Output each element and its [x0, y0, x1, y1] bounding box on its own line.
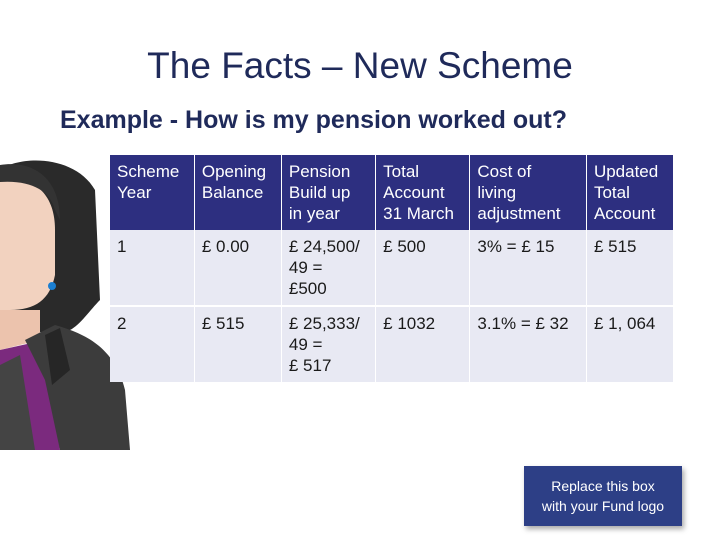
- header-opening-balance: Opening Balance: [194, 155, 281, 230]
- cell-total-account: £ 1032: [376, 306, 470, 382]
- cell-opening-balance: £ 515: [194, 306, 281, 382]
- cell-pension-build-up: £ 25,333/ 49 = £ 517: [281, 306, 375, 382]
- cell-updated-total: £ 1, 064: [586, 306, 673, 382]
- cell-opening-balance: £ 0.00: [194, 230, 281, 306]
- cell-total-account: £ 500: [376, 230, 470, 306]
- cell-cost-of-living: 3.1% = £ 32: [470, 306, 587, 382]
- header-cost-of-living: Cost of living adjustment: [470, 155, 587, 230]
- cell-pension-build-up: £ 24,500/ 49 = £500: [281, 230, 375, 306]
- header-total-account: Total Account 31 March: [376, 155, 470, 230]
- table-row: [110, 230, 674, 306]
- logo-placeholder-line2: with your Fund logo: [541, 498, 665, 514]
- logo-placeholder-line1: Replace this box: [551, 478, 655, 494]
- cell-updated-total: £ 515: [586, 230, 673, 306]
- cell-cost-of-living: 3% = £ 15: [470, 230, 587, 306]
- slide-title: The Facts – New Scheme: [147, 45, 573, 86]
- header-updated-total: Updated Total Account: [586, 155, 673, 230]
- cell-scheme-year: 1: [110, 230, 194, 306]
- table-header-row: [110, 155, 674, 230]
- fund-logo-placeholder: [524, 466, 682, 526]
- pension-example-table: [110, 155, 674, 382]
- header-scheme-year: Scheme Year: [110, 155, 194, 230]
- slide-subtitle: Example - How is my pension worked out?: [60, 106, 568, 134]
- cell-scheme-year: 2: [110, 306, 194, 382]
- header-pension-build-up: Pension Build up in year: [281, 155, 375, 230]
- table-row: [110, 306, 674, 382]
